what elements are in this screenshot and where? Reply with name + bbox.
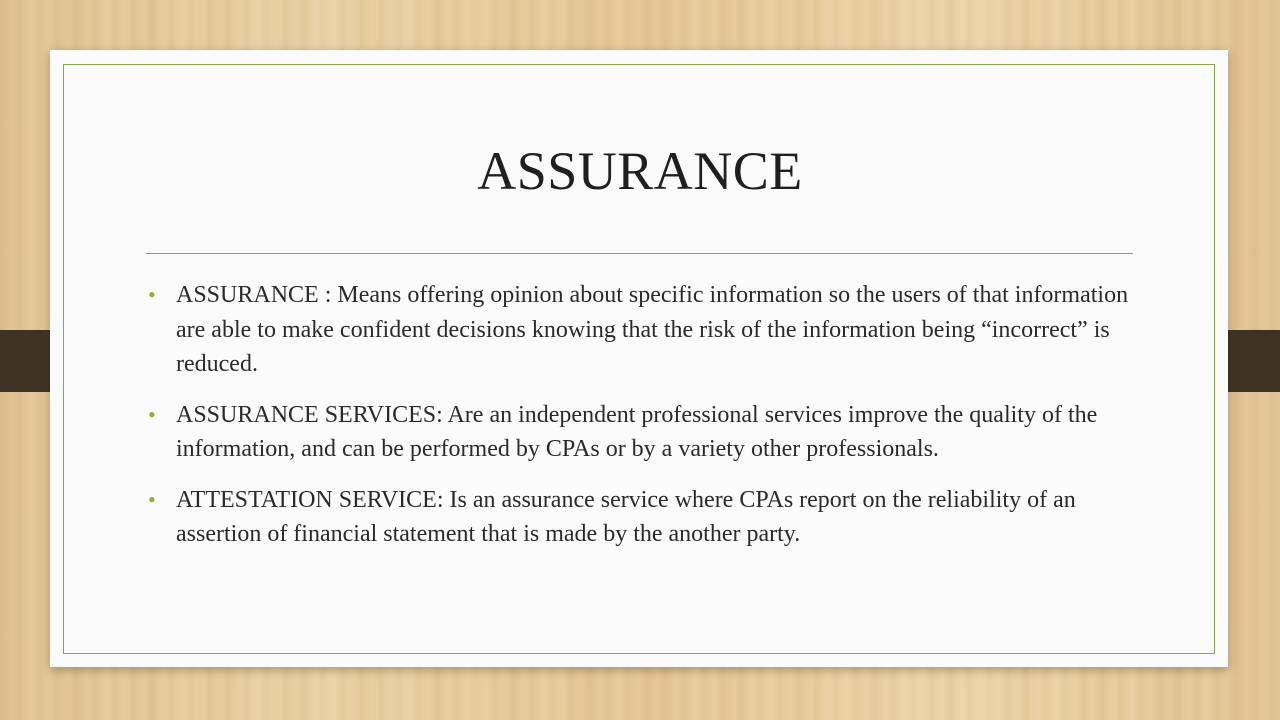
bullet-dot-icon: • (148, 486, 156, 512)
bullet-text: ASSURANCE : Means offering opinion about specific information so the users of that information are able to make confident decisions knowing that the risk of the information being “incorrect” is reduced. (176, 282, 1129, 377)
title-divider (146, 253, 1133, 254)
bullet-item (145, 398, 1135, 467)
slide-title: ASSURANCE (477, 141, 803, 201)
bullet-item (145, 483, 1135, 552)
bullet-list (145, 278, 1135, 568)
bullet-dot-icon: • (148, 401, 156, 427)
bullet-text: ATTESTATION SERVICE: Is an assurance service where CPAs report on the reliability of an assertion of financial statement that is made by the another party. (176, 486, 1076, 547)
bullet-text: ASSURANCE SERVICES: Are an independent professional services improve the quality of the information, and can be performed by CPAs or by a variety other professionals. (176, 401, 1098, 462)
bullet-dot-icon: • (148, 282, 156, 307)
bullet-item (145, 278, 1135, 382)
